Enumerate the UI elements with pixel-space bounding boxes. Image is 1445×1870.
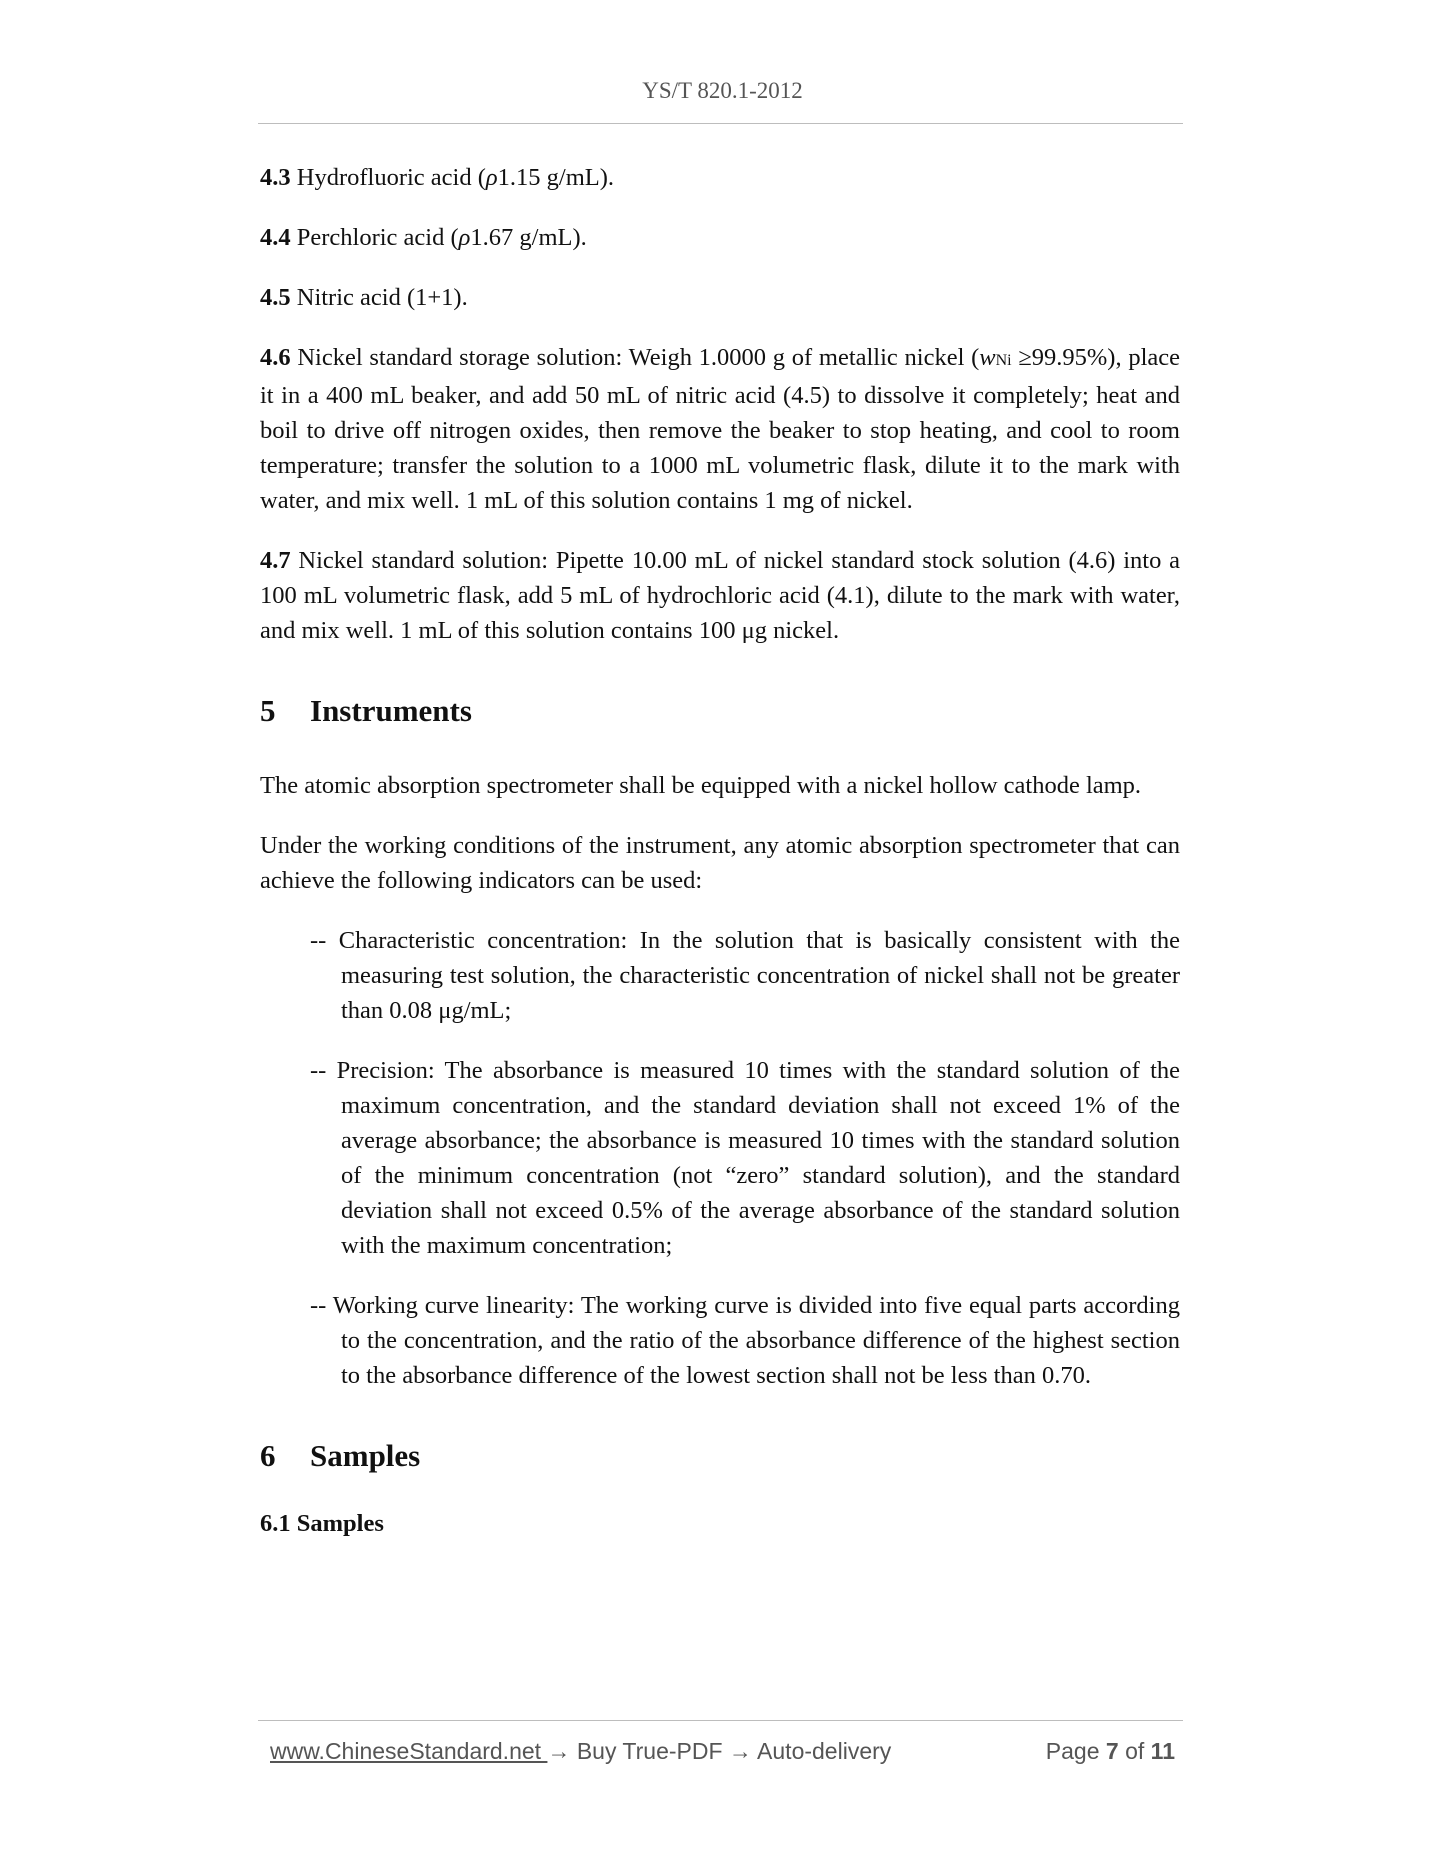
clause-text: Hydrofluoric acid (: [296, 164, 486, 191]
clause-4-3: [260, 160, 1180, 195]
section-title: Samples: [310, 1438, 421, 1473]
website-link[interactable]: www.ChineseStandard.net: [270, 1738, 548, 1764]
clause-4-5: [260, 280, 1180, 315]
header-rule: [258, 123, 1183, 124]
mass-fraction-symbol: w: [979, 344, 996, 371]
document-body: [260, 160, 1180, 1541]
clause-text: Nitric acid (1+1).: [296, 284, 468, 311]
page-indicator: [1046, 1738, 1175, 1765]
subsection-title: Samples: [296, 1510, 384, 1537]
clause-number: 4.6: [260, 344, 291, 371]
clause-4-7: [260, 543, 1180, 648]
page-word: Page: [1045, 1738, 1100, 1764]
clause-text: ≥99.95%), place it in a 400 mL beaker, and add 50 mL of nitric acid (4.5) to dissolve it completely; heat and boil to drive off nitrogen oxides, then remove the beaker to stop heating, and cool to room temperature; transfer the solution to a 1000 mL volumetric flask, dilute it to the mark with water, and mix well. 1 mL of this solution contains 1 mg of nickel.: [260, 344, 1180, 514]
clause-4-6: [260, 340, 1180, 518]
clause-text: 1.67 g/mL).: [470, 224, 587, 251]
indicator-list-item: -- Working curve linearity: The working curve is divided into five equal parts according to the concentration, and the ratio of the absorbance difference of the highest section to the absorbance difference of the lowest section shall not be less than 0.70.: [310, 1292, 1180, 1389]
clause-number: 4.7: [260, 547, 291, 574]
clause-number: 4.3: [260, 164, 291, 191]
footer-promo: [270, 1738, 891, 1765]
indicator-list-item: -- Characteristic concentration: In the solution that is basically consistent with the measuring test solution, the characteristic concentration of nickel shall not be greater than 0.08 μg/mL;: [310, 927, 1180, 1024]
current-page-number: 7: [1105, 1738, 1119, 1764]
clause-text: 1.15 g/mL).: [497, 164, 615, 191]
arrow-right-icon: →: [547, 1738, 571, 1764]
rho-symbol: ρ: [485, 164, 498, 191]
mass-fraction-subscript: Ni: [995, 352, 1012, 369]
section-heading-samples: [260, 1436, 1180, 1476]
paragraph: Under the working conditions of the instrument, any atomic absorption spectrometer that can achieve the following indicators can be used:: [260, 832, 1180, 894]
clause-number: 4.5: [260, 284, 291, 311]
document-header: YS/T 820.1-2012: [642, 78, 803, 103]
subsection-heading-samples: [260, 1506, 1180, 1541]
page-footer: [270, 1738, 1175, 1765]
arrow-right-icon: →: [728, 1738, 752, 1764]
subsection-number: 6.1: [260, 1510, 291, 1537]
footer-delivery-text: Auto-delivery: [751, 1738, 892, 1764]
footer-rule: [258, 1720, 1183, 1721]
section-heading-instruments: [260, 691, 1180, 731]
total-page-count: 11: [1150, 1738, 1175, 1764]
section-title: Instruments: [310, 693, 472, 728]
of-word: of: [1125, 1738, 1145, 1764]
footer-buy-text: Buy True-PDF: [570, 1738, 729, 1764]
clause-4-4: [260, 220, 1180, 255]
clause-text: Nickel standard solution: Pipette 10.00 mL of nickel standard stock solution (4.6) into a 100 mL volumetric flask, add 5 mL of hydrochloric acid (4.1), dilute to the mark with water, and mix well. 1 mL of this solution contains 100 μg nickel.: [260, 547, 1180, 644]
section-number: 5: [260, 693, 276, 728]
clause-number: 4.4: [260, 224, 291, 251]
clause-text: Perchloric acid (: [296, 224, 459, 251]
paragraph: The atomic absorption spectrometer shall be equipped with a nickel hollow cathode lamp.: [260, 772, 1142, 799]
clause-text: Nickel standard storage solution: Weigh 1.0000 g of metallic nickel (: [297, 344, 980, 371]
section-number: 6: [260, 1438, 276, 1473]
indicator-list-item: -- Precision: The absorbance is measured 10 times with the standard solution of the maximum concentration, and the standard deviation shall not exceed 1% of the average absorbance; the absorbance is measured 10 times with the standard solution of the minimum concentration (not “zero” standard solution), and the standard deviation shall not exceed 0.5% of the average absorbance of the standard solution with the maximum concentration;: [310, 1057, 1180, 1259]
rho-symbol: ρ: [458, 224, 471, 251]
